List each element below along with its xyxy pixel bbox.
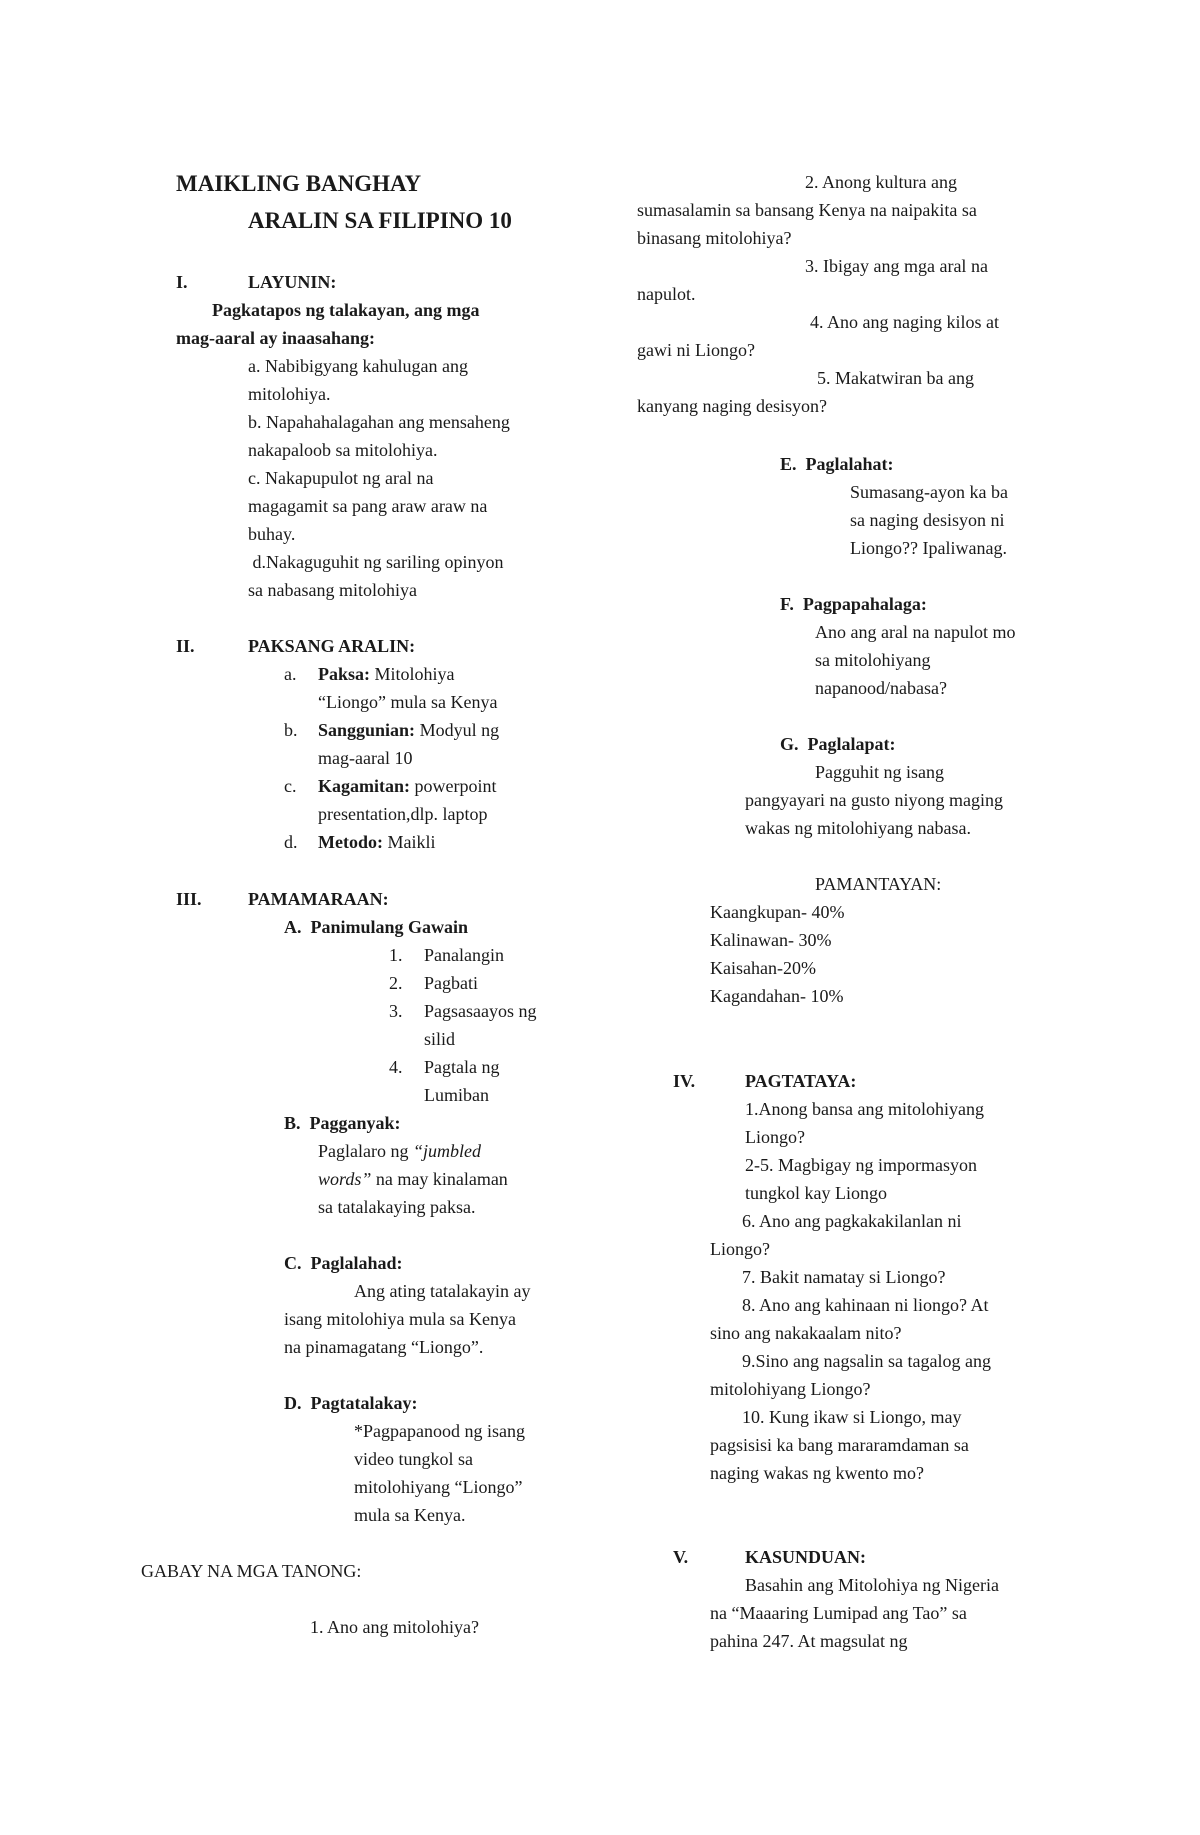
sanggunian-item xyxy=(318,716,499,744)
sanggunian-value-line-2: mag-aaral 10 xyxy=(318,748,413,768)
pagtataya-line: mitolohiyang Liongo? xyxy=(710,1379,871,1399)
pagtataya-line: 7. Bakit namatay si Liongo? xyxy=(742,1267,946,1287)
sanggunian-value: Modyul ng xyxy=(415,720,500,740)
paksa-item xyxy=(318,660,455,688)
pagtatalakay-line: video tungkol sa xyxy=(354,1449,473,1469)
sanggunian-label: Sanggunian: xyxy=(318,720,416,740)
pagganyak-italic: words” xyxy=(318,1169,372,1189)
pagtataya-line: naging wakas ng kwento mo? xyxy=(710,1463,924,1483)
paksa-value: Mitolohiya xyxy=(370,664,455,684)
list-letter: c. xyxy=(284,776,297,796)
gabay-question-line: kanyang naging desisyon? xyxy=(637,396,827,416)
pagtataya-line: Liongo? xyxy=(710,1239,770,1259)
pagganyak-line-3: sa tatalakaying paksa. xyxy=(318,1197,476,1217)
metodo-value: Maikli xyxy=(382,832,436,852)
list-item: Panalangin xyxy=(424,945,504,965)
objective-line: buhay. xyxy=(248,524,296,544)
gabay-question-1: 1. Ano ang mitolohiya? xyxy=(310,1617,479,1637)
list-number: 4. xyxy=(389,1057,403,1077)
pagtataya-line: 10. Kung ikaw si Liongo, may xyxy=(742,1407,962,1427)
pamantayan-item: Kaangkupan- 40% xyxy=(710,902,845,922)
pamantayan-item: Kagandahan- 10% xyxy=(710,986,844,1006)
paglalapat-line: pangyayari na gusto niyong maging xyxy=(745,790,1003,810)
objective-line: b. Napahahalagahan ang mensaheng xyxy=(248,412,510,432)
kagamitan-value: powerpoint xyxy=(410,776,497,796)
title-line-1: MAIKLING BANGHAY xyxy=(176,171,422,196)
gabay-question-line: binasang mitolohiya? xyxy=(637,228,792,248)
list-item: silid xyxy=(424,1029,456,1049)
pagpapahalaga-line: Ano ang aral na napulot mo xyxy=(815,622,1016,642)
section-2-number: II. xyxy=(176,636,195,656)
pagtataya-line: 9.Sino ang nagsalin sa tagalog ang xyxy=(742,1351,991,1371)
metodo-item xyxy=(318,828,435,856)
list-item: Lumiban xyxy=(424,1085,489,1105)
subsection-c-heading: C. Paglalahad: xyxy=(284,1253,403,1273)
pamantayan-heading: PAMANTAYAN: xyxy=(815,874,942,894)
list-item: Pagtala ng xyxy=(424,1057,500,1077)
gabay-question-line: 2. Anong kultura ang xyxy=(805,172,957,192)
section-1-number: I. xyxy=(176,272,188,292)
section-3-heading: PAMAMARAAN: xyxy=(248,889,389,909)
subsection-f-heading: F. Pagpapahalaga: xyxy=(780,594,927,614)
pagtataya-line: 2-5. Magbigay ng impormasyon xyxy=(745,1155,977,1175)
pagganyak-line-2 xyxy=(318,1165,508,1193)
gabay-question-line: gawi ni Liongo? xyxy=(637,340,755,360)
pagtatalakay-line: mula sa Kenya. xyxy=(354,1505,466,1525)
kagamitan-value-line-2: presentation,dlp. laptop xyxy=(318,804,488,824)
paglalahat-line: Liongo?? Ipaliwanag. xyxy=(850,538,1007,558)
list-letter: d. xyxy=(284,832,298,852)
subsection-d-heading: D. Pagtatalakay: xyxy=(284,1393,418,1413)
paglalapat-line: Pagguhit ng isang xyxy=(815,762,944,782)
section-5-number: V. xyxy=(673,1547,689,1567)
section-5-heading: KASUNDUAN: xyxy=(745,1547,866,1567)
section-1-intro-line-2: mag-aaral ay inaasahang: xyxy=(176,328,376,348)
kasunduan-line: na “Maaaring Lumipad ang Tao” sa xyxy=(710,1603,967,1623)
pagganyak-text: na may kinalaman xyxy=(371,1169,508,1189)
list-letter: b. xyxy=(284,720,298,740)
objective-line: mitolohiya. xyxy=(248,384,331,404)
title-line-2: ARALIN SA FILIPINO 10 xyxy=(248,208,512,233)
gabay-question-line: 5. Makatwiran ba ang xyxy=(817,368,974,388)
pagtataya-line: 6. Ano ang pagkakakilanlan ni xyxy=(742,1211,962,1231)
kasunduan-line: pahina 247. At magsulat ng xyxy=(710,1631,908,1651)
paglalahat-line: sa naging desisyon ni xyxy=(850,510,1005,530)
paglalahat-line: Sumasang-ayon ka ba xyxy=(850,482,1008,502)
list-item: Pagsasaayos ng xyxy=(424,1001,537,1021)
objective-line: a. Nabibigyang kahulugan ang xyxy=(248,356,468,376)
paglalahad-line: isang mitolohiya mula sa Kenya xyxy=(284,1309,516,1329)
gabay-question-line: 4. Ano ang naging kilos at xyxy=(810,312,999,332)
list-number: 2. xyxy=(389,973,403,993)
section-1-heading: LAYUNIN: xyxy=(248,272,337,292)
paglalapat-line: wakas ng mitolohiyang nabasa. xyxy=(745,818,971,838)
objective-line: d.Nakaguguhit ng sariling opinyon xyxy=(248,552,504,572)
paksa-label: Paksa: xyxy=(318,664,371,684)
list-number: 1. xyxy=(389,945,403,965)
section-3-number: III. xyxy=(176,889,202,909)
list-letter: a. xyxy=(284,664,297,684)
pagtataya-line: sino ang nakakaalam nito? xyxy=(710,1323,902,1343)
subsection-e-heading: E. Paglalahat: xyxy=(780,454,894,474)
section-2-heading: PAKSANG ARALIN: xyxy=(248,636,416,656)
pagganyak-text: Paglalaro ng xyxy=(318,1141,413,1161)
pagtataya-line: Liongo? xyxy=(745,1127,805,1147)
pagtatalakay-line: mitolohiyang “Liongo” xyxy=(354,1477,523,1497)
section-4-number: IV. xyxy=(673,1071,696,1091)
pamantayan-item: Kaisahan-20% xyxy=(710,958,816,978)
metodo-label: Metodo: xyxy=(318,832,383,852)
pagpapahalaga-line: napanood/nabasa? xyxy=(815,678,947,698)
pamantayan-item: Kalinawan- 30% xyxy=(710,930,832,950)
paksa-value-line-2: “Liongo” mula sa Kenya xyxy=(318,692,498,712)
subsection-g-heading: G. Paglalapat: xyxy=(780,734,896,754)
kasunduan-line: Basahin ang Mitolohiya ng Nigeria xyxy=(745,1575,999,1595)
pagtataya-line: 1.Anong bansa ang mitolohiyang xyxy=(745,1099,984,1119)
paglalahad-line: Ang ating tatalakayin ay xyxy=(354,1281,531,1301)
list-item: Pagbati xyxy=(424,973,478,993)
pagganyak-line-1 xyxy=(318,1137,481,1165)
kagamitan-label: Kagamitan: xyxy=(318,776,410,796)
gabay-question-line: sumasalamin sa bansang Kenya na naipakita sa xyxy=(637,200,977,220)
pagtataya-line: pagsisisi ka bang mararamdaman sa xyxy=(710,1435,969,1455)
pagpapahalaga-line: sa mitolohiyang xyxy=(815,650,931,670)
objective-line: nakapaloob sa mitolohiya. xyxy=(248,440,438,460)
gabay-question-line: napulot. xyxy=(637,284,696,304)
list-number: 3. xyxy=(389,1001,403,1021)
gabay-question-line: 3. Ibigay ang mga aral na xyxy=(805,256,988,276)
pagganyak-italic: “jumbled xyxy=(412,1141,481,1161)
section-1-intro-line-1: Pagkatapos ng talakayan, ang mga xyxy=(212,300,480,320)
paglalahad-line: na pinamagatang “Liongo”. xyxy=(284,1337,484,1357)
objective-line: sa nabasang mitolohiya xyxy=(248,580,417,600)
subsection-b-heading: B. Pagganyak: xyxy=(284,1113,401,1133)
kagamitan-item xyxy=(318,772,496,800)
pagtatalakay-line: *Pagpapanood ng isang xyxy=(354,1421,525,1441)
subsection-a-heading: A. Panimulang Gawain xyxy=(284,917,469,937)
section-4-heading: PAGTATAYA: xyxy=(745,1071,857,1091)
objective-line: magagamit sa pang araw araw na xyxy=(248,496,488,516)
gabay-heading: GABAY NA MGA TANONG: xyxy=(141,1561,362,1581)
objective-line: c. Nakapupulot ng aral na xyxy=(248,468,434,488)
pagtataya-line: tungkol kay Liongo xyxy=(745,1183,887,1203)
pagtataya-line: 8. Ano ang kahinaan ni liongo? At xyxy=(742,1295,989,1315)
